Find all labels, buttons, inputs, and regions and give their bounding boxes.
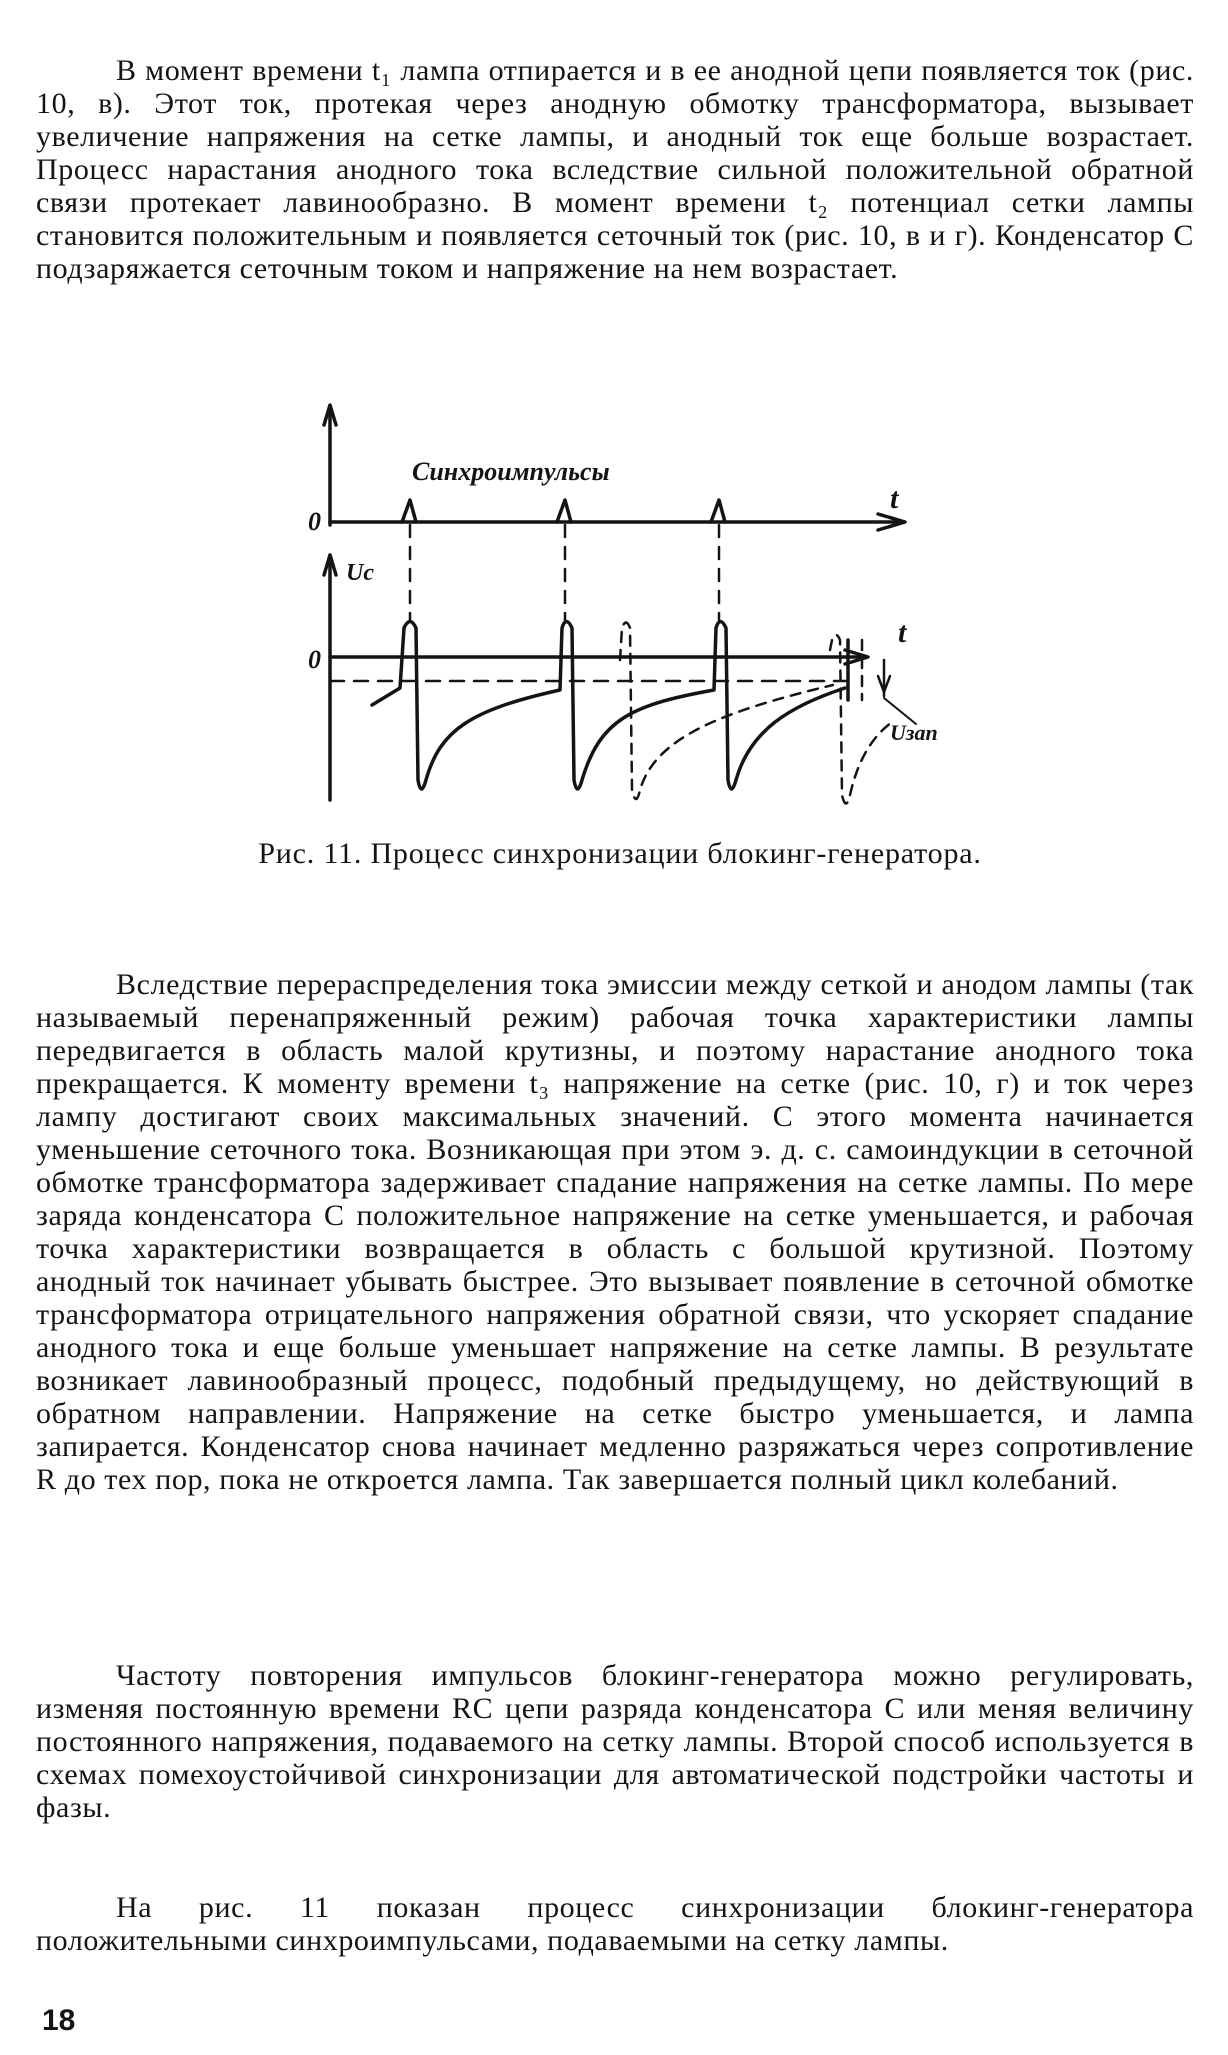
page-number: 18 <box>42 2004 76 2037</box>
figure-11 <box>290 400 950 840</box>
t-bottom-label: t <box>898 616 907 649</box>
zero-bottom-label: 0 <box>308 645 321 674</box>
synced-waveform <box>372 622 845 790</box>
sync-diagram <box>290 400 950 840</box>
t-top-label: t <box>890 482 899 515</box>
sync-pulse-3 <box>711 500 725 522</box>
u-zap-label: Uзап <box>890 720 938 745</box>
sync-pulse-1 <box>402 500 416 522</box>
sync-pulses-label: Синхроимпульсы <box>412 457 610 486</box>
paragraph-3: Частоту повторения импульсов блокинг-генератора можно регулировать, изменяя постоянную времени RC цепи разряда конденсатора C или меняя величину постоянного напряжения, подаваемого на сетку лампы. Второй способ используется в схемах помехоустойчивой синхронизации для автоматической подстройки частоты и фазы. <box>36 1659 1194 1824</box>
zero-top-label: 0 <box>308 507 321 536</box>
figure-caption: Рис. 11. Процесс синхронизации блокинг-генератора. <box>258 837 982 870</box>
paragraph-1: В момент времени t₁ лампа отпирается и в ее анодной цепи появляется ток (рис. 10, в). Этот ток, протекая через анодную обмотку трансформатора, вызывает увеличение напряжения на сетке лампы, и анодный ток еще больше возрастает. Процесс нарастания анодного тока вследствие сильной положительной обратной связи протекает лавинообразно. В момент времени t₂ потенциал сетки лампы становится положительным и появляется сеточный ток (рис. 10, в и г). Конденсатор C подзаряжается сеточным током и напряжение на нем возрастает. <box>36 54 1194 285</box>
paragraph-2: Вследствие перераспределения тока эмиссии между сеткой и анодом лампы (так называемый перенапряженный режим) рабочая точка характеристики лампы передвигается в область малой крутизны, и поэтому нарастание анодного тока прекращается. К моменту времени t₃ напряжение на сетке (рис. 10, г) и ток через лампу достигают своих максимальных значений. С этого момента начинается уменьшение сеточного тока. Возникающая при этом э. д. с. самоиндукции в сеточной обмотке трансформатора задерживает спадание напряжения на сетке лампы. По мере заряда конденсатора C положительное напряжение на сетке уменьшается, и рабочая точка характеристики возвращается в область с большой крутизной. Поэтому анодный ток начинает убывать быстрее. Это вызывает появление в сеточной обмотке трансформатора отрицательного напряжения обратной связи, что ускоряет спадание анодного тока и еще больше уменьшает напряжение на сетке лампы. В результате возникает лавинообразный процесс, подобный предыдущему, но действующий в обратном направлении. Напряжение на сетке быстро уменьшается, и лампа запирается. Конденсатор снова начинает медленно разряжаться через сопротивление R до тех пор, пока не откроется лампа. Так завершается полный цикл колебаний. <box>36 968 1194 1496</box>
sync-pulse-2 <box>557 500 571 522</box>
uc-label: Uc <box>346 560 374 586</box>
paragraph-4: На рис. 11 показан процесс синхронизации блокинг-генератора положительными синхроимпульсами, подаваемыми на сетку лампы. <box>36 1891 1194 1957</box>
